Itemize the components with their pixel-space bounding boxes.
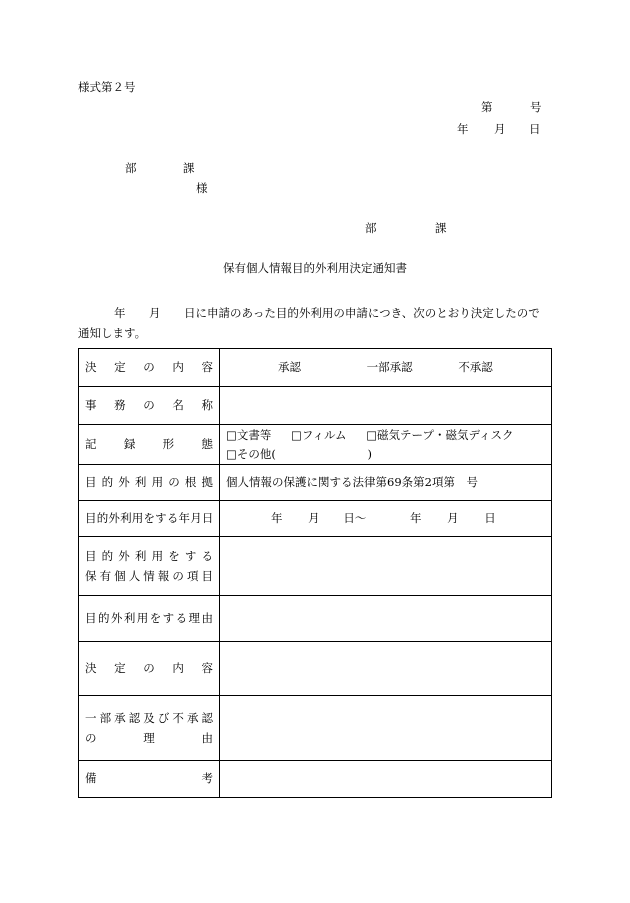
doc-number-suffix: 号 — [530, 100, 542, 114]
doc-number-prefix: 第 — [481, 100, 493, 114]
value-decision-content — [220, 642, 552, 696]
label-partial-reason — [79, 696, 220, 761]
date-month: 月 — [494, 122, 506, 136]
label-spread: 目 的 外 利 用 の 根 拠 — [85, 474, 213, 489]
label-spread: 記 録 形 態 — [85, 436, 213, 451]
checkbox-magnetic[interactable]: □磁気テープ・磁気ディスク — [366, 427, 514, 442]
table-row — [79, 501, 552, 537]
table-row — [79, 387, 552, 425]
form-number: 様式第２号 — [78, 80, 136, 94]
sender-section: 課 — [435, 221, 447, 235]
label-usage-reason — [79, 596, 220, 642]
table-row — [79, 696, 552, 761]
value-usage-date — [220, 501, 552, 537]
date-from-year: 年 — [271, 510, 283, 525]
recipient-honorific: 様 — [196, 181, 208, 195]
label-spread: 目 的 外 利 用 を す る — [85, 548, 213, 563]
sender-dept: 部 — [365, 221, 377, 235]
label-record-format — [79, 425, 220, 465]
checkbox-other[interactable]: □その他( — [226, 446, 276, 461]
label-spread: 備 考 — [85, 771, 213, 786]
label-decision-content-2 — [79, 642, 220, 696]
table-row — [79, 761, 552, 798]
option-partial-approve: 一部承認 — [366, 359, 413, 374]
intro-text: 日に申請のあった目的外利用の申請につき、次のとおり決定したので — [184, 306, 540, 320]
label-spread: 目 的 外 利 用 を す る 年 月 日 — [85, 510, 213, 525]
option-disapprove: 不承認 — [458, 359, 493, 374]
intro-month: 月 — [149, 306, 161, 320]
label-spread: 決 定 の 内 容 — [85, 660, 213, 675]
value-remarks — [220, 761, 552, 798]
option-approve: 承認 — [278, 359, 301, 374]
table-row — [79, 642, 552, 696]
table-row — [79, 425, 552, 465]
label-spread: 一 部 承 認 及 び 不 承 認 — [85, 710, 213, 725]
other-close-paren: ) — [367, 446, 373, 461]
intro-text-2: 通知します。 — [78, 326, 147, 340]
value-info-items — [220, 537, 552, 596]
label-spread: 事 務 の 名 称 — [85, 397, 213, 412]
label-spread: の 理 由 — [85, 731, 213, 745]
label-spread: 目 的 外 利 用 を す る 理 由 — [85, 610, 213, 625]
date-to-day: 日 — [484, 510, 496, 525]
value-record-format — [220, 425, 552, 465]
date-from-day: 日～ — [343, 510, 367, 525]
checkbox-documents[interactable]: □文書等 — [226, 427, 272, 442]
recipient-section: 課 — [183, 161, 195, 175]
label-remarks — [79, 761, 220, 798]
value-partial-reason — [220, 696, 552, 761]
value-legal-basis: 個人情報の保護に関する法律第69条第2項第 号 — [220, 465, 552, 501]
table-row — [79, 596, 552, 642]
label-spread: 決 定 の 内 容 — [85, 359, 213, 374]
label-spread: 保 有 個 人 情 報 の 項 目 — [85, 569, 213, 583]
checkbox-film[interactable]: □フィルム — [291, 427, 347, 442]
value-decision-options — [220, 349, 552, 387]
recipient-dept: 部 — [125, 161, 137, 175]
date-day: 日 — [529, 122, 541, 136]
date-year: 年 — [457, 122, 469, 136]
value-business-name — [220, 387, 552, 425]
date-to-year: 年 — [409, 510, 422, 525]
label-usage-date — [79, 501, 220, 537]
table-row — [79, 465, 552, 501]
decision-table — [78, 348, 552, 798]
document-title: 保有個人情報目的外利用決定通知書 — [223, 261, 407, 275]
value-usage-reason — [220, 596, 552, 642]
date-from-month: 月 — [308, 510, 320, 525]
intro-year: 年 — [114, 306, 126, 320]
table-row — [79, 537, 552, 596]
label-info-items — [79, 537, 220, 596]
table-row — [79, 349, 552, 387]
label-decision-content — [79, 349, 220, 387]
date-to-month: 月 — [447, 510, 459, 525]
label-business-name — [79, 387, 220, 425]
label-legal-basis — [79, 465, 220, 501]
